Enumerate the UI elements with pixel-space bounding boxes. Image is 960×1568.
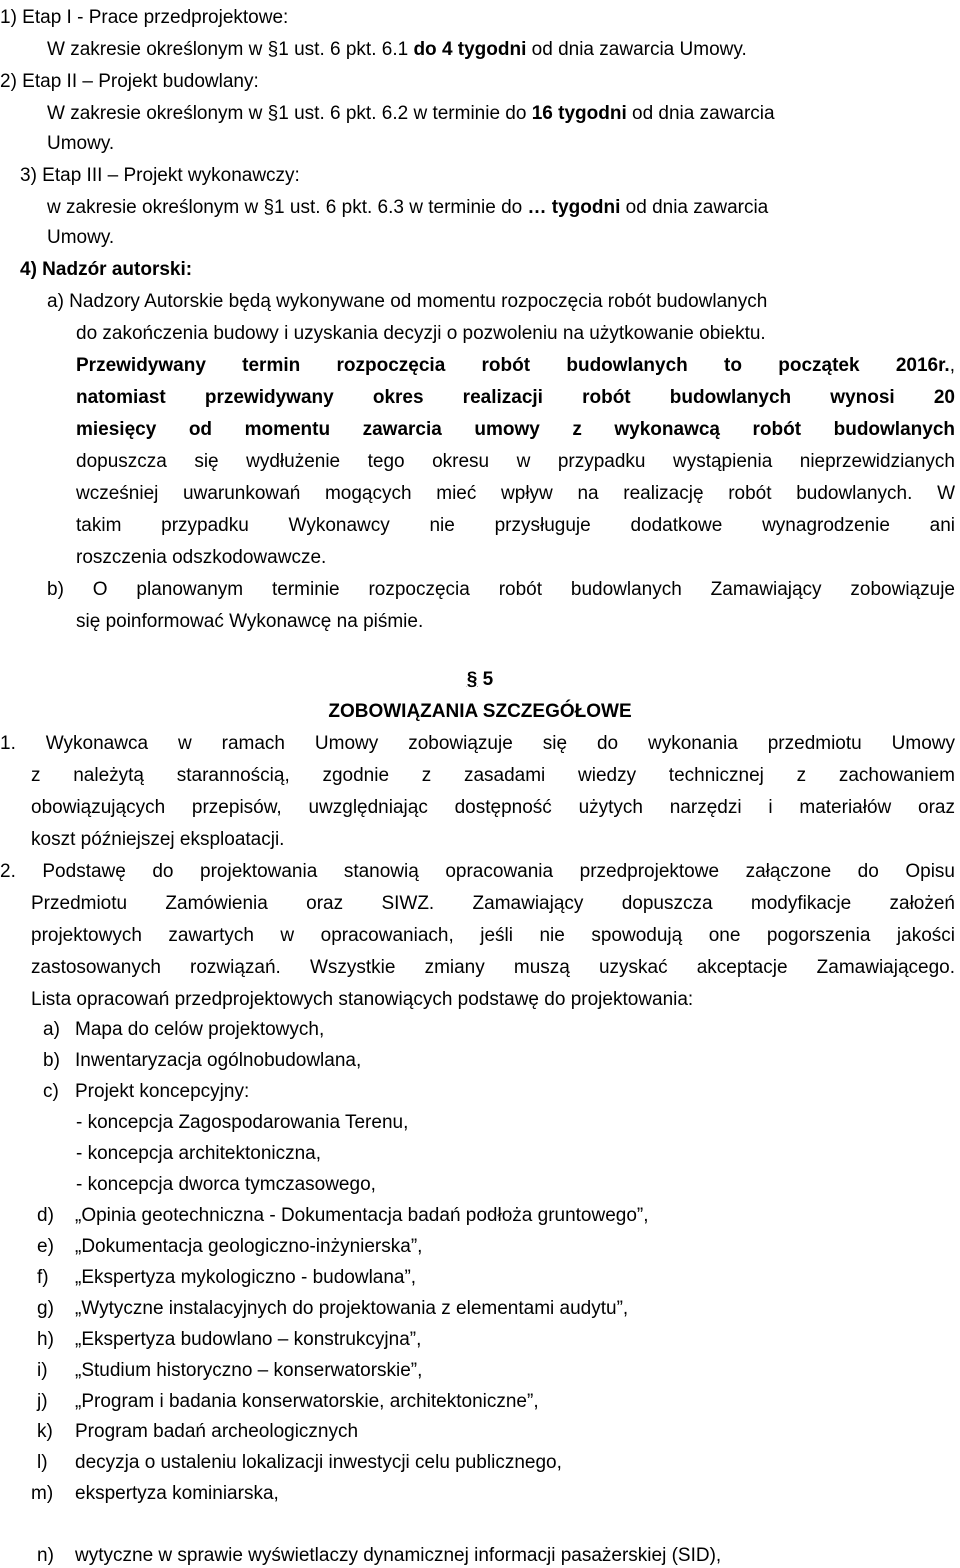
list-item-text: Program badań archeologicznych: [75, 1421, 359, 1442]
list-item-text: ekspertyza kominiarska,: [75, 1483, 279, 1504]
list-item-text: „Ekspertyza mykologiczno - budowlana”,: [75, 1267, 417, 1288]
stage-3-title: 3) Etap III – Projekt wykonawczy:: [20, 165, 300, 186]
section-sign-icon: §: [267, 39, 279, 60]
stage-2-title: 2) Etap II – Projekt budowlany:: [0, 71, 259, 92]
nadzor-b-line-1: b) O planowanym terminie rozpoczęcia robót budowlanych Zamawiający zobowiązuje: [47, 579, 955, 600]
p1-line-4: koszt późniejszej eksploatacji.: [31, 829, 285, 850]
list-item-text: „Program i badania konserwatorskie, architektoniczne”,: [75, 1391, 539, 1412]
p2-line-3: projektowych zawartych w opracowaniach, jeśli nie spowodują one pogorszenia jakości: [31, 925, 955, 946]
list-item: d): [37, 1205, 54, 1226]
list-item: k): [37, 1421, 53, 1442]
p1-line-2: z należytą starannością, zgodnie z zasadami wiedzy technicznej z zachowaniem: [31, 765, 955, 786]
nadzor-a-line-8: takim przypadku Wykonawcy nie przysługuje dodatkowe wynagrodzenie ani: [76, 515, 955, 536]
nadzor-a-line-3: Przewidywany termin rozpoczęcia robót budowlanych to początek 2016r.,: [76, 355, 955, 376]
list-item-text: Projekt koncepcyjny:: [75, 1081, 250, 1102]
list-item: l): [37, 1452, 48, 1473]
list-item: f): [37, 1267, 49, 1288]
stage-3-text: w zakresie określonym w §1 ust. 6 pkt. 6.3 w terminie do … tygodni od dnia zawarcia: [47, 197, 769, 218]
p2-line-4: zastosowanych rozwiązań. Wszystkie zmiany muszą uzyskać akceptacje Zamawiającego.: [31, 957, 955, 978]
list-subitem: - koncepcja dworca tymczasowego,: [76, 1174, 376, 1195]
p1-line-1: 1. Wykonawca w ramach Umowy zobowiązuje się do wykonania przedmiotu Umowy: [0, 733, 955, 754]
nadzor-a-line-7: wcześniej uwarunkowań mogących mieć wpływ na realizację robót budowlanych. W: [76, 483, 955, 504]
list-item: g): [37, 1298, 54, 1319]
nadzor-a-line-1: a) Nadzory Autorskie będą wykonywane od momentu rozpoczęcia robót budowlanych: [47, 291, 768, 312]
list-item: i): [37, 1360, 48, 1381]
p1-line-3: obowiązujących przepisów, uwzględniając dostępność użytych narzędzi i materiałów oraz: [31, 797, 955, 818]
list-item: c): [43, 1081, 59, 1102]
list-item-text: „Opinia geotechniczna - Dokumentacja badań podłoża gruntowego”,: [75, 1205, 649, 1226]
list-item-text: Inwentaryzacja ogólnobudowlana,: [75, 1050, 362, 1071]
nadzor-a-line-6: dopuszcza się wydłużenie tego okresu w przypadku wystąpienia nieprzewidzianych: [76, 451, 955, 472]
list-item: j): [37, 1391, 48, 1412]
nadzor-a-line-9: roszczenia odszkodowawcze.: [76, 547, 327, 568]
p2-line-2: Przedmiotu Zamówienia oraz SIWZ. Zamawiający dopuszcza modyfikacje założeń: [31, 893, 955, 914]
list-item: n): [37, 1545, 54, 1566]
stage-4-title: 4) Nadzór autorski:: [20, 259, 193, 280]
stage-2-text: W zakresie określonym w §1 ust. 6 pkt. 6.2 w terminie do 16 tygodni od dnia zawarcia: [47, 103, 775, 124]
section-sign-icon: §: [267, 103, 279, 124]
list-item: a): [43, 1019, 60, 1040]
section-number: § 5: [466, 669, 494, 690]
stage-1-text: W zakresie określonym w §1 ust. 6 pkt. 6.1 do 4 tygodni od dnia zawarcia Umowy.: [47, 39, 747, 60]
list-item-text: Mapa do celów projektowych,: [75, 1019, 325, 1040]
section-sign-icon: §: [466, 669, 478, 690]
p2-line-1: 2. Podstawę do projektowania stanowią opracowania przedprojektowe załączone do Opisu: [0, 861, 955, 882]
list-subitem: - koncepcja Zagospodarowania Terenu,: [76, 1112, 409, 1133]
list-item: e): [37, 1236, 54, 1257]
stage-1-title: 1) Etap I - Prace przedprojektowe:: [0, 7, 289, 28]
list-item-text: „Studium historyczno – konserwatorskie”,: [75, 1360, 423, 1381]
list-item: b): [43, 1050, 60, 1071]
list-item-text: wytyczne w sprawie wyświetlaczy dynamicznej informacji pasażerskiej (SID),: [75, 1545, 722, 1566]
nadzor-a-line-4: natomiast przewidywany okres realizacji robót budowlanych wynosi 20: [76, 387, 955, 408]
list-item-text: „Ekspertyza budowlano – konstrukcyjna”,: [75, 1329, 422, 1350]
list-subitem: - koncepcja architektoniczna,: [76, 1143, 322, 1164]
list-item: m): [31, 1483, 54, 1504]
list-item-text: decyzja o ustaleniu lokalizacji inwestycji celu publicznego,: [75, 1452, 562, 1473]
nadzor-b-line-2: się poinformować Wykonawcę na piśmie.: [76, 611, 424, 632]
section-sign-icon: §: [263, 197, 275, 218]
stage-2-text-cont: Umowy.: [47, 133, 115, 154]
list-item-text: „Dokumentacja geologiczno-inżynierska”,: [75, 1236, 423, 1257]
stage-3-text-cont: Umowy.: [47, 227, 115, 248]
p2-line-5: Lista opracowań przedprojektowych stanowiących podstawę do projektowania:: [31, 989, 694, 1010]
section-title: ZOBOWIĄZANIA SZCZEGÓŁOWE: [328, 701, 632, 722]
list-item: h): [37, 1329, 54, 1350]
list-item-text: „Wytyczne instalacyjnych do projektowania z elementami audytu”,: [75, 1298, 629, 1319]
nadzor-a-line-2: do zakończenia budowy i uzyskania decyzji o pozwoleniu na użytkowanie obiektu.: [76, 323, 766, 344]
nadzor-a-line-5: miesięcy od momentu zawarcia umowy z wykonawcą robót budowlanych: [76, 419, 955, 440]
